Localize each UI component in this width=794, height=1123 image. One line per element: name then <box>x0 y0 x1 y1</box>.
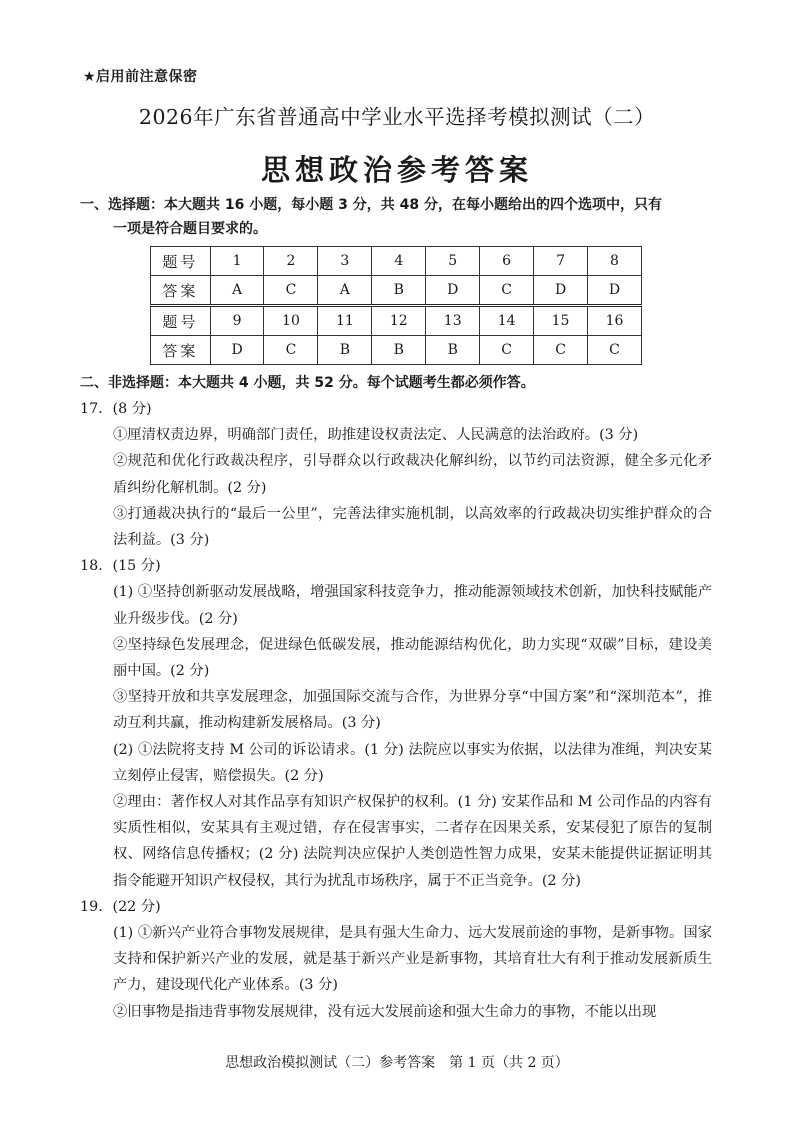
answer-table-number-row-1 <box>151 247 642 276</box>
answer-cell: A <box>210 276 264 306</box>
question-number: 8 <box>588 247 642 276</box>
answer-cell: B <box>426 336 480 365</box>
section-one-heading <box>80 193 712 241</box>
row-label-number: 题号 <box>151 247 211 276</box>
question-number: 13 <box>426 306 480 336</box>
answer-cell: C <box>480 336 534 365</box>
answer-paragraph: ①厘清权责边界，明确部门责任，助推建设权责法定、人民满意的法治政府。(3 分) <box>113 427 639 444</box>
answer-paragraph: ②理由：著作权人对其作品享有知识产权保护的权利。(1 分) 安某作品和 M 公司作品的内容有实质性相似，安某具有主观过错，存在侵害事实，二者存在因果关系，安某侵犯了原告的复制权、网络信息传播权；(2 分) 法院判决应保护人类创造性智力成果，安某未能提供证据证明其指令能避开知识产权侵权，其行为扰乱市场秩序，属于不正当竞争。(2 分) <box>113 794 712 889</box>
answer-cell: C <box>264 276 318 306</box>
answer-paragraph: ②坚持绿色发展理念，促进绿色低碳发展，推动能源结构优化，助力实现“双碳”目标，建设美丽中国。(2 分) <box>113 636 712 680</box>
question-17 <box>80 396 712 553</box>
question-number: 16 <box>588 306 642 336</box>
answer-body <box>80 396 712 1025</box>
question-number: 5 <box>426 247 480 276</box>
answer-cell: D <box>210 336 264 365</box>
section-one-heading-line2: 一项是符合题目要求的。 <box>113 221 267 237</box>
question-number-label: 19．(22 分) <box>80 898 161 915</box>
answer-table <box>150 246 642 365</box>
question-number: 7 <box>534 247 588 276</box>
row-label-number: 题号 <box>151 306 211 336</box>
question-number: 11 <box>318 306 372 336</box>
answer-paragraph: (1) ①新兴产业符合事物发展规律，是具有强大生命力、远大发展前途的事物，是新事物。国家支持和保护新兴产业的发展，就是基于新兴产业是新事物，其培育壮大有利于推动发展新质生产力，建设现代化产业体系。(3 分) <box>113 925 712 994</box>
answer-cell: B <box>372 336 426 365</box>
row-label-answer: 答案 <box>151 336 211 365</box>
answer-table-answer-row-1 <box>151 276 642 306</box>
question-number: 14 <box>480 306 534 336</box>
answer-cell: D <box>426 276 480 306</box>
question-18 <box>80 553 712 894</box>
question-number: 1 <box>210 247 264 276</box>
answer-table-answer-row-2 <box>151 336 642 365</box>
answer-cell: D <box>534 276 588 306</box>
question-number: 9 <box>210 306 264 336</box>
exam-title: 2026年广东省普通高中学业水平选择考模拟测试（二） <box>138 105 656 129</box>
question-number-label: 17．(8 分) <box>80 401 152 417</box>
answer-table-number-row-2 <box>151 306 642 336</box>
answer-cell: A <box>318 276 372 306</box>
question-number: 12 <box>372 306 426 336</box>
answer-paragraph: ③打通裁决执行的“最后一公里”，完善法律实施机制，以高效率的行政裁决切实维护群众的合法利益。(3 分) <box>113 505 712 549</box>
question-number: 15 <box>534 306 588 336</box>
row-label-answer: 答案 <box>151 276 211 306</box>
answer-paragraph: ③坚持开放和共享发展理念，加强国际交流与合作，为世界分享“中国方案”和“深圳范本”，推动互利共赢，推动构建新发展格局。(3 分) <box>113 689 712 732</box>
answer-cell: C <box>534 336 588 365</box>
answer-cell: B <box>372 276 426 306</box>
question-number: 10 <box>264 306 318 336</box>
answer-paragraph: ②规范和优化行政裁决程序，引导群众以行政裁决化解纠纷，以节约司法资源，健全多元化矛盾纠纷化解机制。(2 分) <box>113 453 712 496</box>
question-number: 2 <box>264 247 318 276</box>
answer-cell: C <box>480 276 534 306</box>
question-number: 6 <box>480 247 534 276</box>
question-number: 3 <box>318 247 372 276</box>
section-two-heading: 二、非选择题：本大题共 4 小题，共 52 分。每个试题考生都必须作答。 <box>80 375 535 391</box>
document-title: 思想政治参考答案 <box>260 153 533 187</box>
answer-cell: D <box>588 276 642 306</box>
answer-cell: C <box>264 336 318 365</box>
answer-paragraph: ②旧事物是指违背事物发展规律，没有远大发展前途和强大生命力的事物，不能以出现 <box>113 1003 657 1020</box>
answer-cell: B <box>318 336 372 365</box>
answer-paragraph: (1) ①坚持创新驱动发展战略，增强国家科技竞争力，推动能源领域技术创新，加快科技赋能产业升级步伐。(2 分) <box>113 584 712 627</box>
page-footer: 思想政治模拟测试（二）参考答案 第 1 页（共 2 页） <box>225 1055 569 1071</box>
answer-paragraph: (2) ①法院将支持 M 公司的诉讼请求。(1 分) 法院应以事实为依据，以法律为准绳，判决安某立刻停止侵害，赔偿损失。(2 分) <box>113 741 712 784</box>
question-19 <box>80 894 712 1025</box>
confidential-mark: ★启用前注意保密 <box>83 69 198 85</box>
answer-cell: C <box>588 336 642 365</box>
question-number-label: 18．(15 分) <box>80 558 161 575</box>
question-number: 4 <box>372 247 426 276</box>
section-one-heading-line1: 一、选择题：本大题共 16 小题，每小题 3 分，共 48 分，在每小题给出的四个选项中，只有 <box>80 197 662 213</box>
